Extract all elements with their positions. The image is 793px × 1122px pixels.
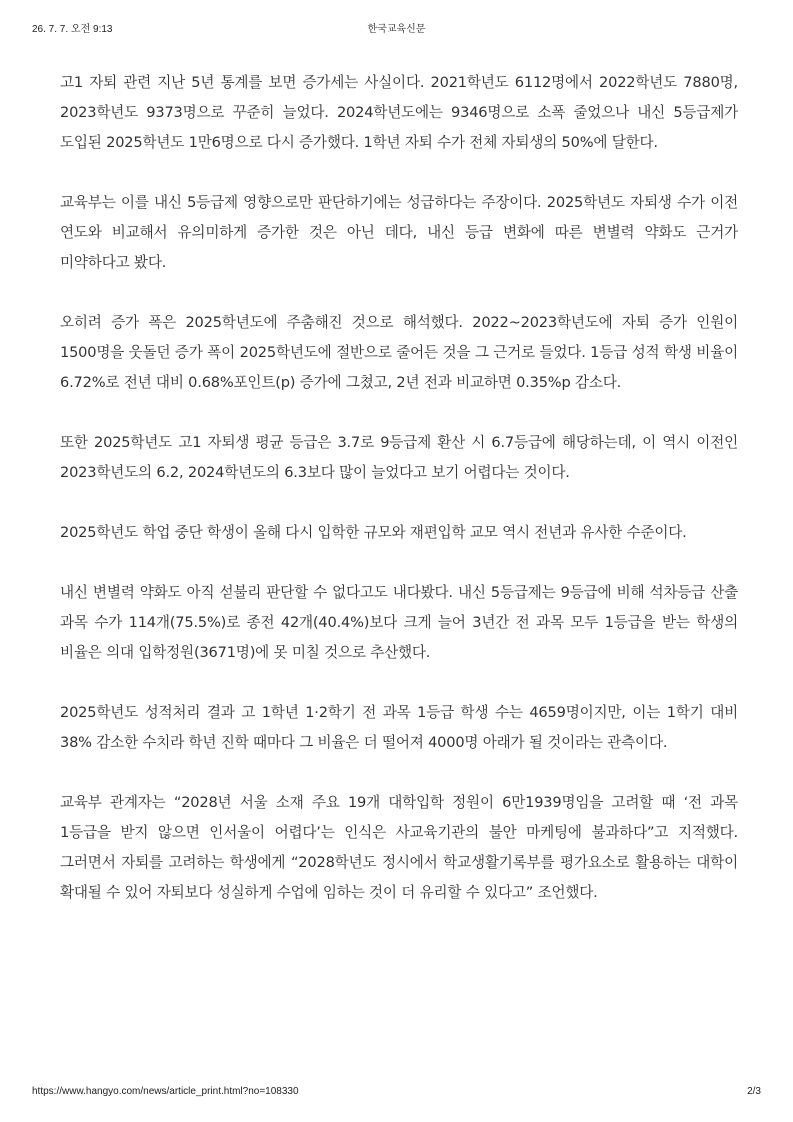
print-header: [32, 20, 761, 34]
article-paragraph: 2025학년도 학업 중단 학생이 올해 다시 입학한 규모와 재편입학 교모 역시 전년과 유사한 수준이다.: [60, 524, 687, 541]
print-date: 26. 7. 7. 오전 9:13: [32, 24, 113, 35]
article-body: [60, 68, 738, 938]
site-name: 한국교육신문: [367, 24, 426, 35]
page-url: https://www.hangyo.com/news/article_print.html?no=108330: [32, 1086, 299, 1097]
article-paragraph: 교육부 관계자는 “2028년 서울 소재 주요 19개 대학입학 정원이 6만1939명임을 고려할 때 ‘전 과목 1등급을 받지 않으면 인서울이 어렵다’는 인식은 사교육기관의 불안 마케팅에 불과하다”고 지적했다. 그러면서 자퇴를 고려하는 학생에게 “2028학년도 정시에서 학교생활기록부를 평가요소로 활용하는 대학이 확대될 수 있어 자퇴보다 성실하게 수업에 임하는 것이 더 유리할 수 있다고” 조언했다.: [60, 794, 738, 901]
article-paragraph: 오히려 증가 폭은 2025학년도에 주춤해진 것으로 해석했다. 2022~2023학년도에 자퇴 증가 인원이 1500명을 웃돌던 증가 폭이 2025학년도에 절반으로 줄어든 것을 그 근거로 들었다. 1등급 성적 학생 비율이 6.72%로 전년 대비 0.68%포인트(p) 증가에 그쳤고, 2년 전과 비교하면 0.35%p 감소다.: [60, 314, 738, 391]
article-paragraph: 또한 2025학년도 고1 자퇴생 평균 등급은 3.7로 9등급제 환산 시 6.7등급에 해당하는데, 이 역시 이전인 2023학년도의 6.2, 2024학년도의 6.3보다 많이 늘었다고 보기 어렵다는 것이다.: [60, 434, 738, 481]
print-footer: [32, 1086, 761, 1100]
page-number: 2/3: [747, 1086, 761, 1097]
article-paragraph: 내신 변별력 약화도 아직 섣불리 판단할 수 없다고도 내다봤다. 내신 5등급제는 9등급에 비해 석차등급 산출 과목 수가 114개(75.5%)로 종전 42개(40.4%)보다 크게 늘어 3년간 전 과목 모두 1등급을 받는 학생의 비율은 의대 입학정원(3671명)에 못 미칠 것으로 추산했다.: [60, 584, 738, 661]
article-paragraph: 2025학년도 성적처리 결과 고 1학년 1·2학기 전 과목 1등급 학생 수는 4659명이지만, 이는 1학기 대비 38% 감소한 수치라 학년 진학 때마다 그 비율은 더 떨어져 4000명 아래가 될 것이라는 관측이다.: [60, 704, 738, 751]
article-paragraph: 고1 자퇴 관련 지난 5년 통계를 보면 증가세는 사실이다. 2021학년도 6112명에서 2022학년도 7880명, 2023학년도 9373명으로 꾸준히 늘었다. 2024학년도에는 9346명으로 소폭 줄었으나 내신 5등급제가 도입된 2025학년도 1만6명으로 다시 증가했다. 1학년 자퇴 수가 전체 자퇴생의 50%에 달한다.: [60, 74, 738, 151]
article-paragraph: 교육부는 이를 내신 5등급제 영향으로만 판단하기에는 성급하다는 주장이다. 2025학년도 자퇴생 수가 이전 연도와 비교해서 유의미하게 증가한 것은 아닌 데다, 내신 등급 변화에 따른 변별력 약화도 근거가 미약하다고 봤다.: [60, 194, 738, 271]
